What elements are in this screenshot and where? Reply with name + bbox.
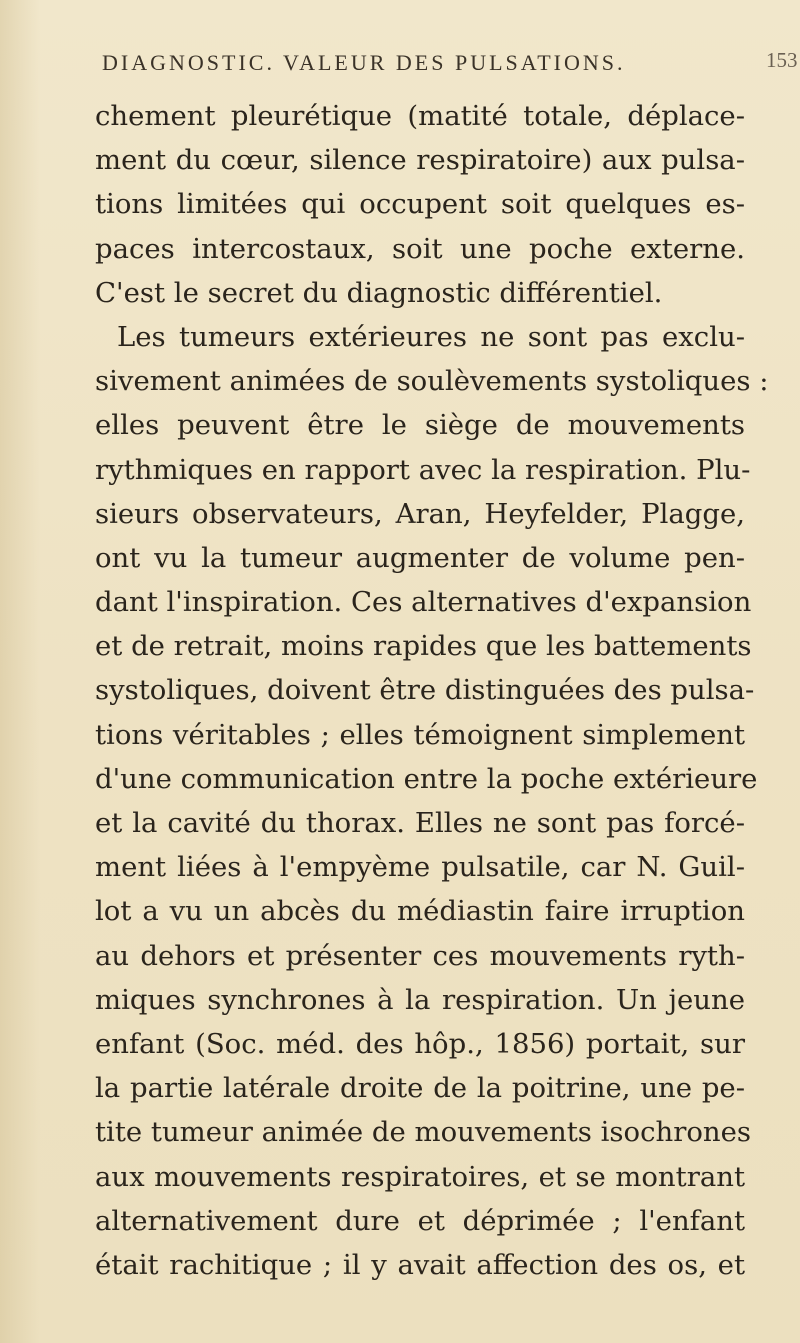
text-line: chement pleurétique (matité totale, déplace- <box>95 100 745 132</box>
text-line: tions véritables ; elles témoignent simplement <box>95 718 745 751</box>
text-line: miques synchrones à la respiration. Un jeune <box>95 983 745 1016</box>
text-line: ment liées à l'empyème pulsatile, car N. Guil- <box>95 851 745 884</box>
text-line: au dehors et présenter ces mouvements ryth- <box>95 939 745 972</box>
text-line: dant l'inspiration. Ces alternatives d'expansion <box>95 586 752 619</box>
text-line: et de retrait, moins rapides que les battements <box>95 630 752 663</box>
text-line: Les tumeurs extérieures ne sont pas exclu- <box>117 320 745 353</box>
text-line: d'une communication entre la poche extérieure <box>95 762 758 795</box>
text-line: ont vu la tumeur augmenter de volume pen- <box>95 541 745 574</box>
body-text <box>95 94 769 1287</box>
text-line: elles peuvent être le siège de mouvements <box>95 409 745 442</box>
text-line: sieurs observateurs, Aran, Heyfelder, Plagge, <box>95 497 745 530</box>
text-line: la partie latérale droite de la poitrine, une pe- <box>95 1072 745 1105</box>
text-line: C'est le secret du diagnostic différentiel. <box>95 276 663 309</box>
text-line: ment du cœur, silence respiratoire) aux pulsa- <box>95 144 745 177</box>
text-line: tite tumeur animée de mouvements isochrones <box>95 1116 752 1149</box>
running-title: DIAGNOSTIC. VALEUR DES PULSATIONS. <box>102 50 626 75</box>
text-line: lot a vu un abcès du médiastin faire irruption <box>95 895 745 928</box>
text-line: systoliques, doivent être distinguées des pulsa- <box>95 674 755 707</box>
text-line: enfant (Soc. méd. des hôp., 1856) portait, sur <box>95 1027 745 1060</box>
text-line: et la cavité du thorax. Elles ne sont pas forcé- <box>95 807 745 839</box>
page-number: 153 <box>766 48 798 72</box>
text-line: rythmiques en rapport avec la respiration. Plu- <box>95 453 751 486</box>
text-line: tions limitées qui occupent soit quelques es- <box>95 188 745 221</box>
text-line: aux mouvements respiratoires, et se montrant <box>95 1160 745 1193</box>
text-line: sivement animées de soulèvements systoliques : <box>95 365 769 398</box>
page-header <box>102 48 800 78</box>
text-line: alternativement dure et déprimée ; l'enfant <box>95 1204 745 1237</box>
text-line: paces intercostaux, soit une poche externe. <box>95 232 745 265</box>
text-line: était rachitique ; il y avait affection des os, et <box>95 1248 745 1281</box>
